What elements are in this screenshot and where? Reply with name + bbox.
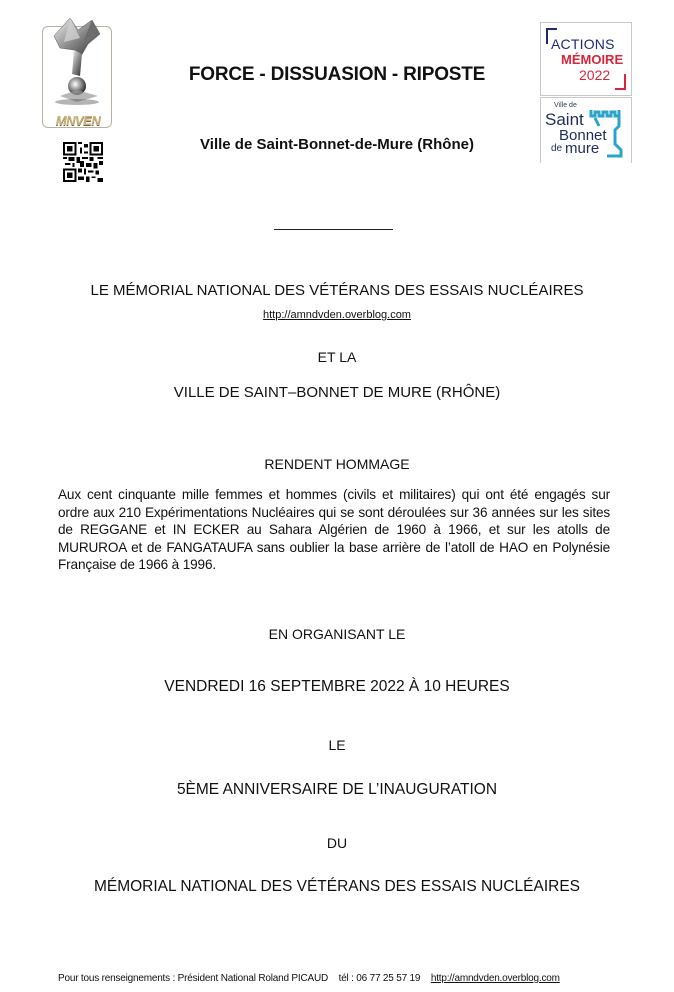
memorial-title: LE MÉMORIAL NATIONAL DES VÉTÉRANS DES ESSAIS NUCLÉAIRES <box>90 282 584 299</box>
organisant-heading: EN ORGANISANT LE <box>268 626 406 642</box>
memorial-final-line: MÉMORIAL NATIONAL DES VÉTÉRANS DES ESSAIS NUCLÉAIRES <box>93 878 581 895</box>
city-logo-bonnet: Bonnet <box>559 127 607 144</box>
footer-info: Pour tous renseignements : Président National Roland PICAUD <box>58 973 329 984</box>
du-heading: DU <box>326 835 348 851</box>
et-la-heading: ET LA <box>317 349 357 365</box>
le-heading: LE <box>328 737 346 753</box>
actions-label: ACTIONS <box>551 36 615 52</box>
footer-link[interactable]: http://amndvden.overblog.com <box>430 973 560 984</box>
footer <box>58 973 618 984</box>
city-logo-saint: Saint <box>545 110 584 129</box>
rendent-hommage-heading: RENDENT HOMMAGE <box>264 456 410 472</box>
page-subtitle: Ville de Saint-Bonnet-de-Mure (Rhône) <box>200 136 474 153</box>
tribute-paragraph: Aux cent cinquante mille femmes et hommes (civils et militaires) qui ont été engagés sur ordre aux 210 Expérimentations Nucléaires qui se sont déroulées sur 36 années sur les sites de REGGANE et IN ECKER au Sahara Algérien de 1960 à 1966, et sur les atolls de MURUROA et de FANGATAUFA sans oublier la base arrière de l’atoll de HAO en Polynésie Française de 1966 à 1996. <box>58 487 610 572</box>
anniversary-line: 5ÈME ANNIVERSAIRE DE L’INAUGURATION <box>176 781 498 798</box>
city-logo-de: de <box>551 143 563 154</box>
memoire-label: MÉMOIRE <box>561 52 624 67</box>
page-title: FORCE - DISSUASION - RIPOSTE <box>188 64 486 85</box>
city-logo <box>540 97 632 163</box>
memorial-link[interactable]: http://amndvden.overblog.com <box>263 309 411 321</box>
ville-title: VILLE DE SAINT–BONNET DE MURE (RHÔNE) <box>173 384 501 401</box>
footer-tel: tél : 06 77 25 57 19 <box>338 973 421 984</box>
event-date: VENDREDI 16 SEPTEMBRE 2022 À 10 HEURES <box>164 678 510 695</box>
city-logo-mure: mure <box>565 140 600 157</box>
mnven-logo-text: MNVEN <box>55 113 101 128</box>
city-logo-ville: Ville de <box>554 102 577 109</box>
divider <box>274 229 393 230</box>
year-label: 2022 <box>579 67 611 83</box>
